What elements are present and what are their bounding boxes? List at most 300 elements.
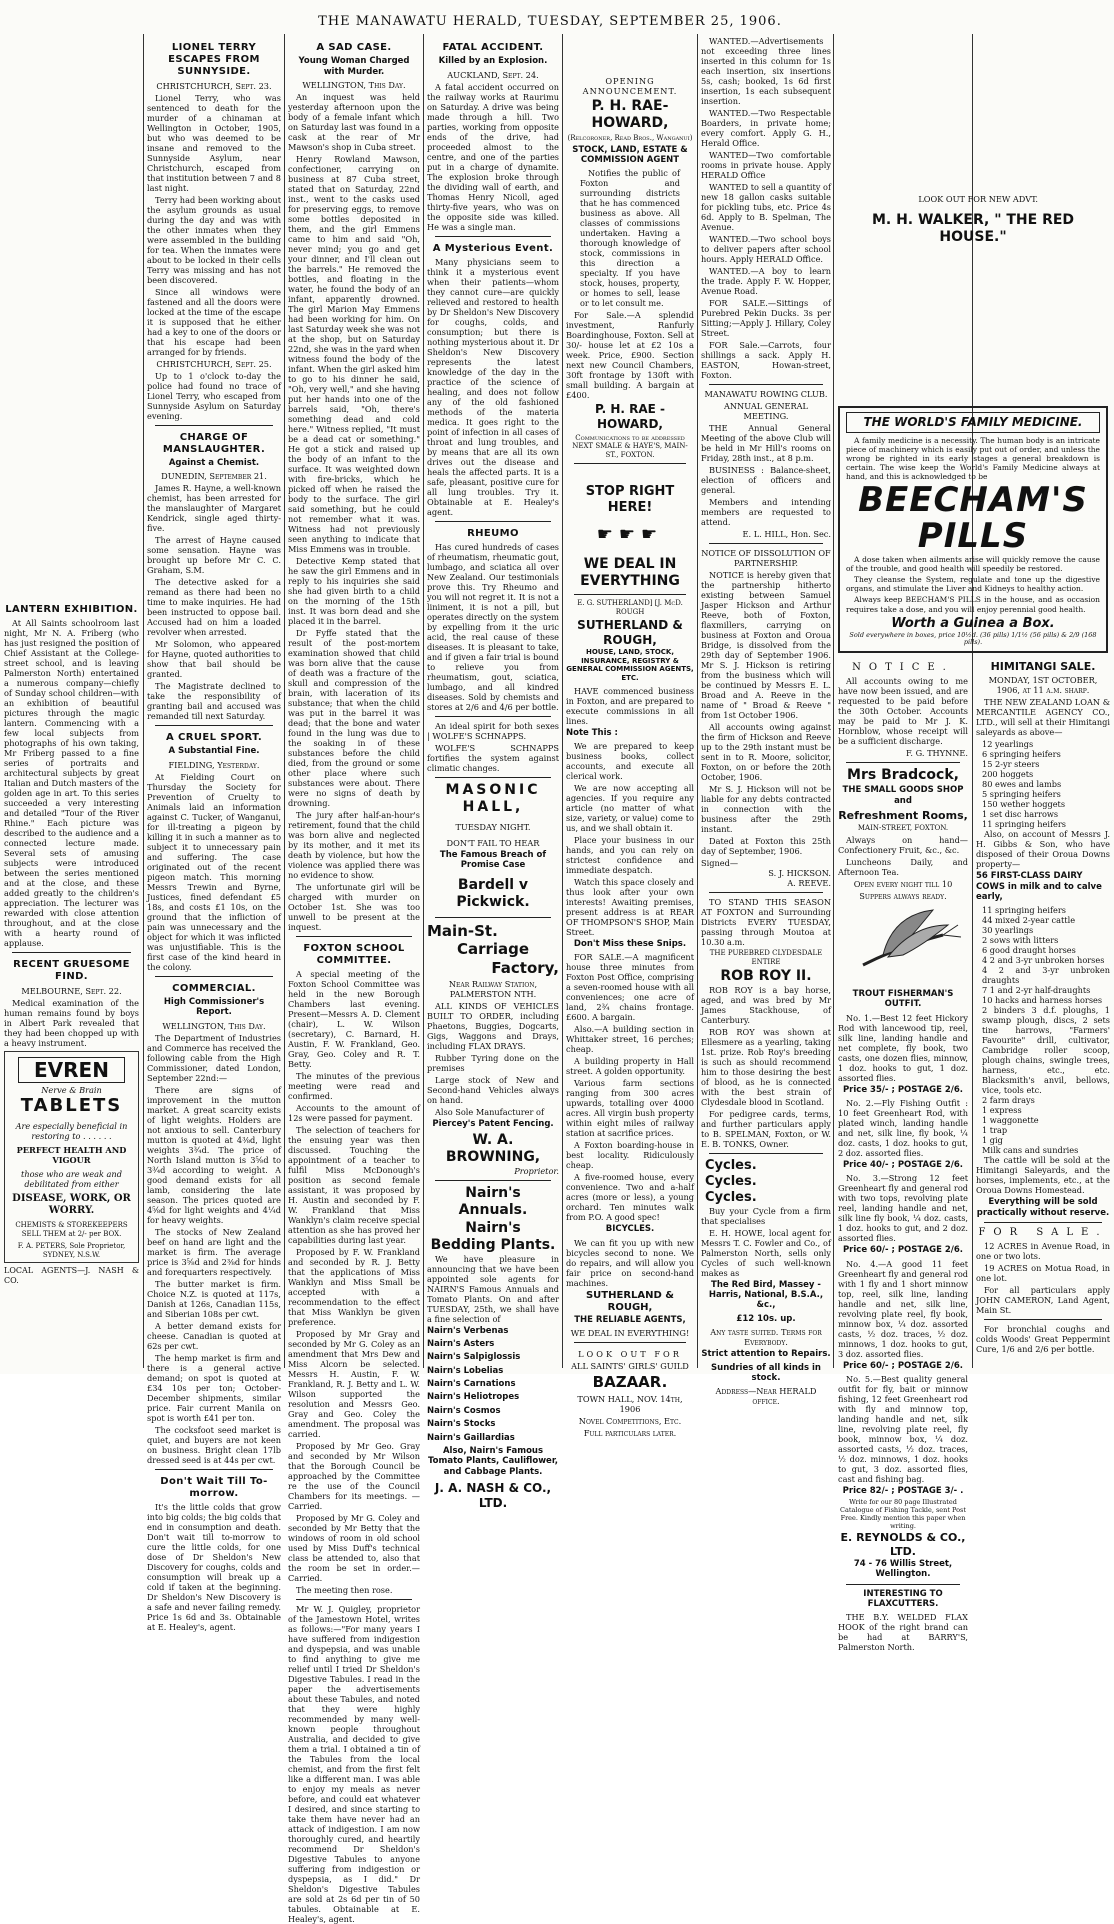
list-item: 6 springing heifers	[982, 749, 1061, 760]
paragraph: Many physicians seem to think it a mysterious event when their patients—whom they cannot cure—are quickly relieved and restored to health by Dr Sheldon's New Discovery for coughs, colds, and consumption; but there is nothing mysterious about it. Dr Sheldon's New Discovery represents the latest knowledge of the day in the practice of the science of healing, and does not follow any of the old fashioned methods of the materia medica. It goes right to the point of infection in all cases of throat and lung troubles, and by means that are all its own drives out the disease and heals the affected parts. It is a safe, pleasant, positive cure for all lung troubles. Try it. Obtainable at E. Healey's agent.	[427, 256, 559, 517]
signature: E. L. HILL, Hon. Sec.	[742, 529, 831, 539]
paragraph: The hemp market is firm and there is a general active demand; on spot is quoted at £34 10s per ton; October-December shipments, similar price. Fair current Manila on spot is worth £41 per ton.	[147, 1352, 281, 1423]
dateline: CHRISTCHURCH, Sept. 23.	[156, 80, 272, 91]
bicycles: BICYCLES.	[605, 1224, 655, 1235]
sr-title: SUTHERLAND & ROUGH,	[585, 1289, 675, 1313]
paragraph: Luncheons Daily, and Afternoon Tea.	[838, 856, 968, 877]
divider	[155, 1469, 273, 1470]
paragraph: The meeting then rose.	[296, 1585, 393, 1596]
paragraph: We have pleasure in announcing that we have been appointed sole agents for NAIRN'S Famous Annuals and Tomato Plants. On and after TUESDAY, 25th, we shall have a fine selection of	[427, 1253, 559, 1324]
paragraph: Proposed by Mr Gray and seconded by Mr G. Coley as an amendment that Mrs Dew and Miss Alcorn be selected. Messrs H. Austin, F. W. Frankland, R. J. Betty and L. W. Wilson supported the resolution and Messrs Geo. Gray and Geo. Coley the amendment. The proposal was carried.	[288, 1329, 420, 1440]
article-title: A Mysterious Event.	[432, 242, 554, 254]
list-item: 1 trap	[982, 1125, 1008, 1136]
beecham-title: BEECHAM'S	[858, 480, 1088, 521]
gruesome-title: RECENT GRUESOME FIND.	[13, 959, 130, 983]
article-title: A CRUEL SPORT.	[165, 732, 263, 744]
signature: S. J. HICKSON.	[768, 868, 831, 878]
interesting: INTERESTING TO FLAXCUTTERS.	[863, 1588, 943, 1610]
list-item: 1 express	[982, 1105, 1022, 1116]
price: £12 10s. up.	[736, 1313, 796, 1324]
paragraph: Suppers always ready.	[859, 890, 947, 901]
divider	[12, 952, 131, 953]
column-rule	[697, 34, 698, 1368]
proprietor: Proprietor.	[514, 1166, 559, 1177]
masonic-line: DON'T FAIL TO HEAR	[446, 838, 540, 849]
list-item: 2 sows with litters	[982, 935, 1059, 946]
article-title: COMMERCIAL.	[172, 982, 256, 994]
price: Price 60/- ; POSTAGE 2/6.	[842, 1360, 964, 1371]
browning: W. A. BROWNING,	[445, 1132, 541, 1166]
paragraph: Up to 1 o'clock to-day the police had found no trace of Lionel Terry, who escaped from Sunnyside Asylum on Saturday evening.	[147, 370, 281, 421]
list-item: 200 hoggets	[982, 769, 1034, 780]
sr-deal: WE DEAL IN EVERYTHING!	[570, 1328, 690, 1339]
evren-ad	[4, 1051, 139, 1264]
list-item: 4 2 and 3-yr unbroken horses	[982, 955, 1105, 966]
easy: Any taste suited. Terms for Everybody.	[710, 1327, 822, 1348]
notice-title: NOTICE.	[852, 662, 954, 673]
evren-line: PERFECT HEALTH AND VIGOUR	[16, 1144, 127, 1165]
list-item: 150 wether hoggets	[982, 799, 1066, 810]
column-4	[566, 36, 694, 1438]
list-item: 30 yearlings	[982, 925, 1034, 936]
robroy: ROB ROY II.	[720, 968, 812, 985]
list-item: Nairn's Heliotropes	[427, 1392, 520, 1403]
paragraph: An inquest was held yesterday afternoon upon the body of a female infant which on Saturday last was found in a cask at the rear of Mr Mawson's shop in Cuba street.	[288, 91, 420, 152]
paragraph: Detective Kemp stated that he saw the girl Emmens and in reply to his inquiries she said she had given birth to a child on the morning of the 15th inst. It was born dead and she placed it in the barrel.	[288, 555, 420, 626]
paragraph: No. 4.—A good 11 feet Greenheart fly and general rod with 1 fly and 1 short minnow top, reel, silk line, landing handle and net, silk line, revolving plate reel, fly book, minnow box, ¼ doz. assorted casts, ½ doz. traces, ½ doz. minnows, 1 doz. hooks to gut, 3 doz. assorted flies.	[838, 1258, 968, 1359]
stop-title: STOP RIGHT HERE!	[585, 484, 675, 516]
evren-line: Are especially beneficial in restoring to . . . . . .	[15, 1120, 128, 1141]
list-item: 5 springing heifers	[982, 789, 1061, 800]
paragraph: A dose taken when ailments arise will quickly remove the cause of the trouble, and good health will speedily be restored.	[846, 554, 1100, 573]
paragraph: They cleanse the System, regulate and tone up the digestive organs, and stimulate the Liver and Kidneys to healthy action.	[846, 575, 1100, 594]
column-1	[147, 36, 282, 1633]
lookout: LOOK OUT FOR NEW ADVT.	[918, 194, 1038, 204]
list-item: Milk cans and sundries	[982, 1145, 1079, 1156]
article-title: LIONEL TERRY ESCAPES FROM SUNNYSIDE.	[168, 42, 260, 78]
masthead: THE MANAWATU HERALD, TUESDAY, SEPTEMBER 25, 1906.	[318, 14, 782, 29]
reynolds-address: 74 - 76 Willis Street, Wellington.	[853, 1558, 953, 1580]
gruesome-dateline: MELBOURNE, Sept. 22.	[21, 985, 122, 996]
paragraph: Lionel Terry, who was sentenced to death for the murder of a chinaman at Wellington in October, 1905, but who was deemed to be insane and removed to the Sunnyside Asylum, near Christchurch, escaped from that institution between 7 and 8 last night.	[147, 92, 281, 193]
article-title: Don't Wait Till To-morrow.	[160, 1475, 268, 1499]
dissolution-title: NOTICE OF DISSOLUTION OF PARTNERSHIP.	[701, 548, 831, 568]
divider	[984, 1222, 1102, 1223]
paragraph: ROB ROY is a bay horse, aged, and was bred by Mr James Stackhouse, of Canterbury.	[701, 985, 831, 1026]
paragraph: TO STAND THIS SEASON AT FOXTON and Surrounding Districts EVERY TUESDAY, passing through Moutoa at 10.30 a.m.	[701, 897, 831, 947]
column-3	[427, 36, 559, 1510]
paragraph: We are prepared to keep business books, collect accounts, and execute all clerical work.	[566, 740, 694, 781]
list-item: 1 gig	[982, 1135, 1003, 1146]
list-item: 12 yearlings	[982, 739, 1034, 750]
divider	[155, 976, 273, 977]
divider	[155, 425, 273, 426]
list-item: 1 waggonette	[982, 1115, 1039, 1126]
deal-title: WE DEAL IN	[583, 555, 677, 572]
carriage-line: Main-St.	[427, 921, 498, 940]
paragraph: THE Annual General Meeting of the above Club will be held in Mr Hill's rooms on Friday, 28th inst., at 8 p.m.	[701, 423, 831, 463]
divider	[296, 1599, 412, 1600]
paragraph: WANTED.—Two Respectable Boarders, in private home; every comfort. Apply G. H., Herald Office.	[701, 108, 831, 148]
paragraph: WOLFE'S SCHNAPPS fortifies the system against climatic changes.	[427, 742, 559, 773]
trout-write: Write for our 80 page Illustrated Catalogue of Fishing Tackle, sent Post Free. Kindly mention this paper when writing.	[840, 1498, 966, 1531]
paragraph: THE B.Y. WELDED FLAX HOOK of the right brand can be had at BARRY'S, Palmerston North.	[838, 1612, 968, 1653]
townhall: TOWN HALL, NOV. 14th, 1906	[577, 1393, 683, 1414]
paragraph: E. H. HOWE, local agent for Messrs T. C. Fowler and Co., of Palmerston North, sells only Cycles of such well-known makes as	[701, 1227, 831, 1278]
left-panel	[4, 598, 139, 1286]
fly-icon	[843, 905, 963, 985]
price: Price 82/- ; POSTAGE 3/- .	[842, 1486, 964, 1497]
paragraph: For pedigree cards, terms, and further particulars apply to B. SPELMAN, Foxton, or W. E. B. TONKS, Owner.	[701, 1109, 831, 1150]
divider	[984, 1319, 1102, 1320]
bradcock-address: MAIN-STREET, FOXTON.	[857, 824, 949, 833]
paragraph: Proposed by Mr Geo. Gray and seconded by Mr Wilson that the Borough Council be approached by the Committee re the use of the Council Chambers for its meetings. —Carried.	[288, 1441, 420, 1512]
paragraph: Dr Fyffe stated that the result of the post-mortem examination showed that child was born alive that the cause of death was a fracture of the skull and compression of the brain, with laceration of its substance; that when the child was put in the barrel it was dead; that the bone and water found in the lung was due to the soaking in of these substances before the child died, from the ground or some other place where such substances were about. There were no signs of death by drowning.	[288, 627, 420, 808]
fencing: Piercey's Patent Fencing.	[432, 1118, 554, 1129]
deal-title: EVERYTHING	[580, 573, 680, 589]
beecham-ad	[838, 406, 1108, 653]
paragraph: The unfortunate girl will be charged with murder on October 1st. She was too unwell to be present at the inquest.	[288, 881, 420, 932]
paragraph: All accounts owing to me have now been issued, and are requested to be paid before the 30th October. Accounts may be paid to Mr J. K. Hornblow, whose receipt will be a sufficient discharge.	[838, 676, 968, 747]
paragraph: For Sale.—A splendid investment, Ranfurly Boardinghouse, Foxton. Sell at 30/- house let at £2 10s a week. Price, £900. Section next new Council Chambers, 30ft frontage by 130ft with small building. A bargain at £400.	[566, 310, 694, 401]
paragraph: The cocksfoot seed market is quiet, and buyers are not keen on business. Bright clean 17lb dressed seed is at 44s per cwt.	[147, 1424, 281, 1465]
address: Address—Near HERALD office.	[715, 1386, 817, 1407]
price: Price 35/- ; POSTAGE 2/6.	[842, 1084, 964, 1095]
dateline: WELLINGTON, This Day.	[302, 79, 406, 90]
paragraph: The selection of teachers for the ensuing year was then discussed. Touching the appointment of a teacher to fulfil Miss McDonough's position as second female assistant, it was proposed by H. Austin and seconded by F. W. Frankland that Miss Wanklyn's claim receive special attention as she has proved her capabilities during last year.	[288, 1125, 420, 1246]
paragraph: Terry had been working about the asylum grounds as usual during the day and was with the other inmates when they were assembled in the building for tea. When the inmates were about to be locked in their cells Terry was missing and has not been discovered.	[147, 194, 281, 285]
paragraph: WANTED to sell a quantity of new 18 gallon casks suitable for pickling tubs, etc. Price 4s 6d. Apply to B. Spelman, The Avenue.	[701, 182, 831, 232]
article-subtitle: Killed by an Explosion.	[438, 56, 548, 67]
paragraph: Has cured hundreds of cases of rheumatism, rheumatic gout, lumbago, and sciatica all over New Zealand. Our testimonials prove this. Try Rheumo and you will not regret it. It is not a liniment, it is not a pill, but operates directly on the system by expelling from it the uric acid, the real cause of these diseases. It is pleasant to take, and if given a fair trial is bound to relieve you from rheumatism, gout, sciatica, lumbago, and all kindred diseases. Sold by chemists and stores at 2/6 and 4/6 per bottle.	[427, 541, 559, 712]
evren-title: EVREN	[18, 1057, 125, 1083]
strict: Strict attention to Repairs.	[701, 1349, 831, 1360]
list-item: 80 ewes and lambs	[982, 779, 1062, 790]
carriage-line: Factory,	[491, 958, 559, 977]
rowing-sub: ANNUAL GENERAL MEETING.	[723, 401, 808, 421]
list-item: Nairn's Asters	[427, 1339, 495, 1350]
evren-tablets: TABLETS	[20, 1094, 123, 1116]
list-item: Nairn's Lobelias	[427, 1365, 504, 1376]
price: Price 40/- ; POSTAGE 2/6.	[842, 1160, 964, 1170]
paragraph: The butter market is firm. Choice N.Z. is quoted at 117s, Danish at 126s, Canadian 115s, and Siberian 108s per cwt.	[147, 1278, 281, 1319]
paragraph: Mr Solomon, who appeared for Hayne, quoted authorities to show that bail should be granted.	[147, 639, 281, 680]
divider	[846, 762, 960, 763]
evren-line: DISEASE, WORK, OR WORRY.	[12, 1192, 131, 1217]
bradcock-title: Mrs Bradcock,	[847, 767, 959, 784]
column-rule	[284, 34, 285, 1368]
novel: Novel Competitions, Etc.	[578, 1415, 682, 1426]
sundries: Sundries of all kinds in stock.	[711, 1362, 821, 1383]
sr-sub: HOUSE, LAND, STOCK, INSURANCE, REGISTRY & GENERAL COMMISSION AGENTS, ETC.	[566, 648, 694, 682]
paragraph: Place your business in our hands, and you can rely on strictest confidence and immediate despatch.	[566, 834, 694, 875]
paragraph: FOR SALE.—A magnificent house three minutes from Foxton Post Office, comprising a seven-roomed house with all conveniences; one acre of land, 2¾ chains frontage. £600. A bargain.	[566, 952, 694, 1023]
sale-date: MONDAY, 1ST OCTOBER, 1906, at 11 a.m. sharp.	[988, 675, 1098, 696]
forsale-title: FOR SALE.	[978, 1227, 1108, 1239]
bardell-title: Bardell v Pickwick.	[456, 876, 530, 910]
masonic-date: TUESDAY NIGHT.	[455, 822, 531, 833]
column-5	[701, 36, 831, 1407]
list-item: 2 binders 3 d.f. ploughs, 1 swamp plough, discs, 2 sets tine harrows, "Farmers' Favourite" drill, cultivator, Cambridge roller scoop, plough chains, swingle trees, harness, etc., etc. Blacksmith's anvil, bellows, vice, tools etc.	[982, 1005, 1110, 1096]
paragraph: Also, on account of Messrs J. H. Gibbs & Son, who have disposed of their Oroua Downs property—	[976, 829, 1110, 870]
list-item: 4 2 and 3-yr unbroken draughts	[982, 965, 1110, 986]
paragraph: Members and intending members are requested to attend.	[701, 497, 831, 527]
list-item: Nairn's Stocks	[427, 1419, 496, 1430]
rae-title: P. H. RAE-HOWARD,	[591, 98, 669, 132]
paragraph: Buy your Cycle from a firm that specialises	[701, 1205, 831, 1226]
divider	[574, 463, 686, 464]
paragraph: A family medicine is a necessity. The human body is an intricate piece of machinery which is easily put out of order, and unless the wrong be righted in its early stages a general breakdown is certain. The wise keep the World's Family Medicine always at hand, and this is acknowledged to be	[846, 435, 1100, 482]
paragraph: THE NEW ZEALAND LOAN & MERCANTILE AGENCY CO., LTD., will sell at their Himitangi saleyards as above—	[976, 697, 1110, 738]
paragraph: The cattle will be sold at the Himitangi Saleyards, and the horses, implements, etc., at the Oroua Downs Homestead.	[976, 1155, 1110, 1196]
divider	[709, 384, 823, 385]
paragraph: NOTICE is hereby given that the partnership hitherto existing between Samuel Jasper Hickson and Arthur Reeve, both of Foxton, flaxmillers, carrying on business at Foxton and Oroua Bridge, is dissolved from the 29th day of September 1906. Mr S. J. Hickson is retiring from the business which will be continued by Messrs E. L. Broad and A. Reeve in the name of " Broad & Reeve " from 1st October 1906.	[701, 570, 831, 720]
dairy: 56 FIRST-CLASS DAIRY COWS in milk and to calve early,	[976, 871, 1102, 903]
paragraph: ROB ROY was shown at Ellesmere as a yearling, taking 1st. prize. Rob Roy's breeding is such as should recommend him to those desiring the best of blood, as he is connected with the best strain of Clydesdale blood in Scotland.	[701, 1027, 831, 1108]
paragraph: Henry Rowland Mawson, confectioner, carrying on business at 87 Cuba street, stated that on Saturday, 22nd inst., went to the casks used for preserving eggs, to remove some bottles deposited in them, and the girl Emmens came to him and said "Oh, never mind; you go and get your dinner, and I'll clean out the barrels." He removed the bottles, and floating in the water, he found the body of an infant, apparently drowned. The girl Marion May Emmens had been working for him. On last Saturday week she was not at the shop, but on Saturday 22nd, she was in the yard when witness found the body of the infant. When the girl asked him to go to his dinner he said, "Oh, very well," and she having put her hands into one of the barrels said, "Oh, there's something dead and cold here." Witness replied, "It must be a dead cat or something." He got a stick and raised up the body of an infant to the surface. It was weighted down with fire-bricks, which he picked off when he raised the body to the surface. The girl said something, but he could not remember what it was. Witness had not previously seen anything to indicate that Miss Emmens was in trouble.	[288, 153, 420, 554]
article-subtitle: High Commissioner's Report.	[163, 997, 265, 1018]
paragraph: There are signs of improvement in the mutton market. A great scarcity exists of light weights. Holders are not anxious to sell. Canterbury mutton is quoted at 4⅜d, light weights 3¾d. The price of North Island mutton is 3⅝d to 3¾d according to weight. A good demand exists for all lamb, considering the late season. The prices quoted are 4⅝d for light weights and 4¼d for heavy weights.	[147, 1084, 281, 1225]
nash: J. A. NASH & CO., LTD.	[434, 1480, 552, 1510]
paragraph: The Department of Industries and Commerce has received the following cable from the High Commissioner, dated London, September 22nd:—	[147, 1032, 282, 1083]
paragraph: The minutes of the previous meeting were read and confirmed.	[288, 1071, 420, 1102]
paragraph: Open every night till 10	[853, 878, 953, 889]
paragraph: 19 ACRES on Motua Road, in one lot.	[976, 1263, 1110, 1284]
paragraph: FOR SALE.—Sittings of Purebred Pekin Ducks. 3s per Sitting;—Apply J. Hillary, Coley Street.	[701, 298, 831, 338]
paragraph: The stocks of New Zealand beef on hand are light and the market is firm. The average price is 3⅝d and 2⅜d for hinds and forequarters respectively.	[147, 1226, 281, 1277]
pure: THE PUREBRED CLYDESDALE ENTIRE	[709, 949, 823, 966]
paragraph: Always on hand—Confectionery Fruit, &c., &c.	[838, 834, 968, 855]
list-item: 11 springing heifers	[982, 905, 1066, 916]
article-subtitle: Young Woman Charged with Murder.	[298, 56, 410, 77]
paragraph: A fatal accident occurred on the railway works at Raurimu on Saturday. A drive was being made through a hill. Two parties, working from opposite ends of the drive, had proceeded almost to the centre, and one of the parties put in a charge of dynamite. The explosion broke through the dividing wall of earth, and Thomas Henry Nicoll, aged thirty-five years, who was on the opposite side was killed. He was a single man.	[427, 81, 559, 232]
column-rule	[833, 34, 834, 1368]
paragraph: A building property in Hall street. A golden opportunity.	[566, 1056, 694, 1077]
divider	[709, 543, 823, 544]
paragraph: Various farm sections ranging from 300 acres upwards, totalling over 4000 acres. All virgin bush property within eight miles of railway station at sacrifice prices.	[566, 1078, 694, 1139]
paragraph: We are now accepting all agencies. If you require any article (no matter of what size, variety, or value) come to us, and we shall obtain it.	[566, 782, 694, 833]
rowing-title: MANAWATU ROWING CLUB.	[704, 389, 828, 399]
divider	[296, 936, 412, 937]
paragraph: A special meeting of the Foxton School Committee was held in the new Borough Chambers last evening. Present—Messrs A. D. Clement (chair), L. W. Wilson (secretary), C. Barnard, H. Austin, F. W. Frankland, Geo. Gray, Geo. Coley and R. T. Betty.	[288, 969, 420, 1070]
paragraph: No. 1.—Best 12 feet Hickory Rod with lancewood tip, reel, silk line, landing handle and net complete, fly book, two casts, one dozen flies, minnow, 1 doz. hooks to gut, 1 doz. assorted flies.	[838, 1012, 968, 1083]
guinea: Worth a Guinea a Box.	[891, 615, 1055, 631]
paragraph: All accounts owing against the firm of Hickson and Reeve up to the 29th instant must be sent in to R. Moore, solicitor, Foxton, on or before the 20th October, 1906.	[701, 722, 831, 782]
divider	[435, 777, 551, 778]
list-item: Nairn's Salpiglossis	[427, 1352, 521, 1363]
paragraph: Accounts to the amount of 12s were passed for payment.	[288, 1103, 420, 1124]
list-item: 11 springing heifers	[982, 819, 1066, 830]
paragraph: Dated at Foxton this 25th day of September, 1906.	[701, 836, 831, 856]
beecham-sold: Sold everywhere in boxes, price 10½d. (36 pills) 1/1½ (56 pills) & 2/9 (168 pills).	[849, 630, 1097, 647]
paragraph: Large stock of New and Second-hand Vehicles always on hand.	[427, 1074, 559, 1105]
paragraph: Mr W. J. Quigley, proprietor of the Jamestown Hotel, writes as follows:—"For many years I have suffered from indigestion and dyspepsia, and was unable to find anything to give me relief until I tried Dr Sheldon's Digestive Tabules. I read in the paper the advertisements about these Tabules, and noted that they were highly recommended by many well-known people throughout Australia, and decided to give them a trial. I obtained a tin of the Tabules from the local chemist, and from the first felt like a different man. I was able to enjoy my meals as never before, and could eat whatever I desired, and since starting to take them have never had an attack of indigestion. I am now thoroughly cured, and heartily recommend Dr Sheldon's Digestive Tabules to anyone suffering from indigestion or dyspepsia, as I did." Dr Sheldon's Digestive Tabules are sold at 2s 6d per tin of 50 tabules. Obtainable at E. Healey's, agent.	[288, 1604, 420, 1924]
paragraph: 12 ACRES in Avenue Road, in one or two lots.	[976, 1241, 1110, 1262]
trout-title: TROUT FISHERMAN'S OUTFIT.	[852, 988, 954, 1010]
paragraph: Proposed by F. W. Frankland and seconded by R. J. Betty that the applications of Miss Wanklyn and Miss Small be accepted with a recommendation to the effect that Miss Wanklyn be given preference.	[288, 1247, 420, 1328]
divider	[435, 1180, 551, 1181]
cycles-title: Cycles.	[705, 1189, 757, 1205]
list-item: Nairn's Carnations	[427, 1379, 516, 1390]
beecham-head: THE WORLD'S FAMILY MEDICINE.	[846, 412, 1100, 433]
paragraph: No. 2.—Fly Fishing Outfit : 10 feet Greenheart Rod, with plated winch, landing handle and net, silk line, fly book, ¼ doz. casts, 1 doz. hooks to gut, 2 doz. assorted flies.	[838, 1098, 968, 1158]
evren-subtitle: Nerve & Brain	[41, 1084, 102, 1095]
paragraph: Rubber Tyring done on the premises	[427, 1052, 559, 1073]
bradcock-sub: Refreshment Rooms,	[838, 808, 968, 822]
list-item: 1 set disc harrows	[982, 809, 1059, 820]
masonic-line: The Famous Breach of Promise Case	[439, 850, 547, 871]
evren-line: CHEMISTS & STOREKEEPERS SELL THEM at 2/- per BOX.	[15, 1221, 128, 1238]
beecham-title: PILLS	[917, 516, 1029, 557]
cycles-title: Cycles.	[705, 1158, 757, 1174]
list-item: 15 2-yr steers	[982, 759, 1040, 770]
names: E. G. SUTHERLAND] [J. McD. ROUGH	[577, 599, 683, 616]
divider	[435, 521, 551, 522]
column-2	[288, 36, 420, 1924]
carriage-line: Carriage	[456, 940, 530, 959]
paragraph: Watch this space closely and thus look after your own interests! Awaiting premises, present address is at REAR OF THOMPSON'S SHOP, Main Street.	[566, 876, 694, 937]
evren-line: F. A. PETERS, Sole Proprietor, SYDNEY, N.S.W.	[17, 1242, 126, 1259]
list-item: 6 good draught horses	[982, 945, 1076, 956]
dateline: DUNEDIN, September 21.	[161, 471, 267, 482]
list-item: 7 1 and 2-yr half-draughts	[982, 985, 1091, 996]
sr-title: SUTHERLAND & ROUGH,	[577, 618, 683, 647]
list-item: 2 farm drays	[982, 1095, 1035, 1106]
gruesome-body: Medical examination of the human remains found by boys in Albert Park revealed that they had been chopped up with a heavy instrument.	[4, 997, 139, 1048]
bazaar: BAZAAR.	[592, 1373, 668, 1392]
nairn-line: Bedding Plants.	[430, 1236, 556, 1253]
hand-icons: ☛☛☛	[596, 523, 664, 545]
paragraph: The jury after half-an-hour's retirement, found that the child was born alive and neglected by its mother, and it met its death by violence, but how the violence was applied there was no evidence to show.	[288, 809, 420, 880]
lantern-title: LANTERN EXHIBITION.	[5, 604, 138, 615]
divider	[435, 236, 551, 237]
rae-title: P. H. RAE - HOWARD,	[595, 402, 665, 432]
column-rule	[562, 34, 563, 1368]
list-item: Nairn's Cosmos	[427, 1405, 501, 1416]
paragraph: We can fit you up with new bicycles second to none. We do repairs, and will allow you fair price on second-hand machines.	[566, 1237, 694, 1288]
signed: Signed—	[701, 858, 739, 868]
paragraph: The detective asked for a remand as there had been no time to make inquiries. He had been instructed to oppose bail. Accused had on him a loaded revolver when arrested.	[147, 577, 281, 638]
bradcock-sub: THE SMALL GOODS SHOP and	[842, 785, 964, 806]
walker: M. H. WALKER, " THE RED HOUSE."	[871, 212, 1075, 246]
everything: Everything will be sold practically without reserve.	[976, 1197, 1110, 1218]
nairn-line: Nairn's	[465, 1219, 521, 1236]
paragraph: James R. Hayne, a well-known chemist, has been arrested for the manslaughter of Margaret Kendrick, single aged thirty-five.	[147, 483, 281, 534]
evren-agents: LOCAL AGENTS—J. NASH & CO.	[4, 1266, 139, 1286]
dateline: CHRISTCHURCH, Sept. 25.	[156, 358, 272, 369]
paragraph: No. 3.—Strong 12 feet Greenheart fly and general rod with two tops, revolving plate reel, landing handle and net, silk line fly book, ¼ doz. casts, 1 doz. hooks to gut, and 2 doz. assorted flies.	[838, 1173, 968, 1244]
article-title: FATAL ACCIDENT.	[442, 42, 544, 53]
paragraph: For bronchial coughs and colds Woods' Great Peppermint Cure, 1/6 and 2/6 per bottle.	[976, 1324, 1110, 1355]
column-6-lower	[838, 660, 968, 1653]
dateline: FIELDING, Yesterday.	[168, 759, 260, 770]
paragraph: Also.—A building section in Whittaker street, 16 perches; cheap.	[566, 1024, 694, 1055]
divider	[435, 716, 551, 717]
paragraph: FOR Sale.—Carrots, four shillings a sack. Apply H. EASTON, Howan-street, Foxton.	[701, 340, 831, 380]
paragraph: Notifies the public of Foxton and surrounding districts that he has commenced business as above. All classes of commissions undertaken. Having a thorough knowledge of stock, commissions in this direction a specialty. If you have stock, houses, property, or homes to sell, lease or to let consult me.	[580, 168, 680, 309]
paragraph: A five-roomed house, every convenience. Two and a-half acres (more or less), a young orchard. Ten minutes walk from P.O. A good spec!	[566, 1172, 694, 1223]
paragraph: The Magistrate declined to take the responsibility of granting bail and accused was remanded till next Saturday.	[147, 681, 281, 722]
paragraph: At Fielding Court on Thursday the Society for Prevention of Cruelty to Animals laid an information against C. Tucker, of Wanganui, for ill-treating a pigeon by killing it in such a manner as to subject it to unnecessary pain and suffering. The case originated out of the recent pigeon match. This morning Messrs Trewin and Byrne, Justices, fined defendant £5 18s, and costs £1 10s, on the ground that the infliction of pain was unnecessary and the object for which it was inflicted was unjustifiable. This is the first case of the kind heard in the colony.	[147, 771, 281, 972]
opening: OPENING ANNOUNCEMENT.	[582, 76, 678, 96]
lantern-body: At All Saints schoolroom last night, Mr N. A. Friberg (who has just resigned the position of Chief Assistant at the College-street school, and is leaving Palmerston North) entertained a numerous company—chiefly of Sunday school children—with an exhibition of beautiful pictures through the magic lantern. Commencing with a few local subjects from photographs of his own taking, Mr Friberg passed to a fine series of portraits and architectural subjects by great Italian and Dutch masters of the golden age in art. To this series succeeded a very interesting and detailed "Tour of the River Rhine." Each picture was described to the audience and a connected lecture made. Several sets of amusing subjects were introduced between the series mentioned and at the close, and these added greatly to the children's appreciation. The lecturer was rewarded with close attention throughout, and at the close with a hearty round of applause.	[4, 618, 139, 949]
redbird: The Red Bird, Massey - Harris, National, B.S.A., &c.,	[708, 1279, 824, 1311]
article-title: CHARGE OF MANSLAUGHTER.	[162, 431, 266, 455]
divider	[709, 892, 823, 893]
column-rule	[423, 34, 424, 1368]
paragraph: Mr S. J. Hickson will not be liable for any debts contracted in connection with the business after the 29th instant.	[701, 784, 831, 834]
column-rule	[143, 34, 144, 1368]
article-subtitle: Against a Chemist.	[168, 457, 260, 468]
paragraph: An ideal spirit for both sexes | WOLFE'S SCHNAPPS.	[427, 720, 559, 741]
signature: F. G. THYNNE.	[906, 748, 968, 759]
nairn-line: Nairn's	[465, 1185, 521, 1202]
paragraph: Also Sole Manufacturer of	[435, 1106, 544, 1117]
article-title: FOXTON SCHOOL COMMITTEE.	[303, 942, 405, 967]
paragraph: WANTED.—Two school boys to deliver papers after school hours. Apply HERALD Office.	[701, 234, 831, 264]
divider	[155, 725, 273, 726]
signature: A. REEVE.	[787, 878, 831, 888]
divider	[574, 594, 686, 595]
guild: ALL SAINTS' GIRLS' GUILD	[571, 1361, 689, 1372]
evren-line: those who are weak and debilitated from either	[21, 1168, 122, 1189]
paragraph: ALL KINDS OF VEHICLES BUILT TO ORDER, including Phaetons, Buggies, Dogcarts, Gigs, Waggons and Drays, including FLAX DRAYS.	[427, 1000, 559, 1051]
nairn-also: Also, Nairn's Famous Tomato Plants, Cauliflower, and Cabbage Plants.	[428, 1445, 558, 1477]
carriage-address: Near Railway Station, PALMERSTON NTH.	[448, 978, 538, 999]
column-7	[976, 660, 1110, 1368]
list-item: 44 mixed 2-year cattle	[982, 915, 1076, 926]
sr-sub: THE RELIABLE AGENTS,	[574, 1314, 686, 1325]
paragraph: Since all windows were fastened and all the doors were locked at the time of the escape it is supposed that he either had a key to one of the doors or that his escape had been arranged for by friends.	[147, 286, 281, 357]
paragraph: Always keep BEECHAM'S PILLS in the house, and as occasion requires take a dose, and you will enjoy perennial good health.	[846, 595, 1100, 614]
paragraph: Proposed by Mr G. Coley and seconded by Mr Betty that the windows of room in old school used by Miss Duff's technical class be attended to, also that the room be set in order.—Carried.	[288, 1513, 420, 1584]
list-item: Nairn's Verbenas	[427, 1325, 509, 1336]
sale-title: HIMITANGI SALE.	[990, 660, 1096, 673]
rae-address: Communications to be addressed NEXT SMALE & HAYE'S, MAIN-ST., FOXTON.	[572, 433, 688, 459]
masonic-title: MASONIC HALL,	[445, 781, 541, 815]
ad-title: RHEUMO	[467, 527, 519, 539]
paragraph: For all particulars apply JOHN CAMERON, Land Agent, Main St.	[976, 1285, 1110, 1316]
divider	[574, 1342, 686, 1343]
divider	[709, 1153, 823, 1154]
paragraph: WANTED.—A boy to learn the trade. Apply F. W. Hopper, Avenue Road.	[701, 266, 831, 296]
note: Note This :	[566, 727, 618, 738]
dateline: WELLINGTON, This Day.	[162, 1020, 266, 1031]
reynolds: E. REYNOLDS & CO., LTD.	[840, 1531, 966, 1558]
list-item: 10 hacks and harness horses	[982, 995, 1103, 1006]
list-item: Nairn's Gaillardias	[427, 1432, 515, 1443]
full: Full particulars later.	[583, 1427, 677, 1438]
paragraph: A better demand exists for cheese. Canadian is quoted at 62s per cwt.	[147, 1320, 281, 1351]
dateline: AUCKLAND, Sept. 24.	[447, 69, 539, 80]
paragraph: WANTED.—Advertisements not exceeding three lines inserted in this column for 1s each insertion, six insertions 5s, cash; booked, 1s 6d first insertion, 1s each subsequent insertion.	[701, 36, 831, 106]
article-title: A SAD CASE.	[316, 42, 392, 53]
nairn-line: Annuals.	[458, 1202, 528, 1219]
paragraph: HAVE commenced business in Foxton, and are prepared to execute commissions in all lines.	[566, 685, 694, 726]
article-subtitle: A Substantial Fine.	[168, 746, 260, 757]
price: Price 60/- ; POSTAGE 2/6.	[842, 1245, 964, 1256]
paragraph: WANTED—Two comfortable rooms in private house. Apply HERALD Office	[701, 150, 831, 180]
paragraph: The arrest of Hayne caused some sensation. Hayne was brought up before Mr C. C. Graham, S.M.	[147, 535, 281, 576]
look-out: LOOK OUT FOR	[578, 1349, 682, 1360]
paragraph: BUSINESS : Balance-sheet, election of officers and general.	[701, 465, 831, 495]
divider	[846, 1584, 960, 1585]
paragraph: No. 5.—Best quality general outfit for fly, bait or minnow fishing, 12 feet Greenheart rod with fly and minnow top, landing handle and net, silk line, revolving plate reel, fly book, minnow box, ¼ doz. assorted casts, ½ doz. traces, ½ doz. minnows, 1 doz. hooks to gut, 3 doz. assorted flies, cast and fishing bag.	[838, 1374, 968, 1485]
snips-title: Don't Miss these Snips.	[573, 938, 687, 949]
paragraph: It's the little colds that grow into big colds; the big colds that end in consumption and death. Don't wait till to-morrow to cure the little colds, for one dose of Dr Sheldon's New Discovery for coughs, colds and consumption will break up a cold if taken at the beginning. Dr Sheldon's New Discovery is a safe and never failing remedy. Price 1s 6d and 3s. Obtainable at E. Healey's, agent.	[147, 1502, 281, 1633]
paragraph: A Foxton boarding-house in best locality. Ridiculously cheap.	[566, 1140, 694, 1171]
rae-sub: STOCK, LAND, ESTATE & COMMISSION AGENT	[572, 144, 688, 166]
